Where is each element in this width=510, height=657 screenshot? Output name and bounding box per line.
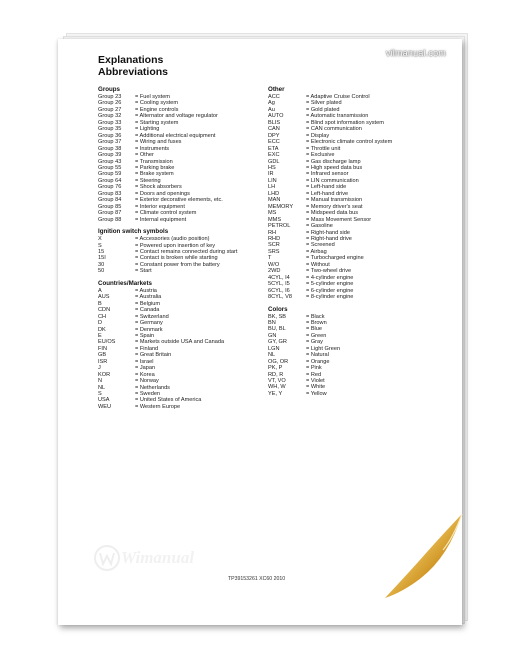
- explanation: = Doors and openings: [135, 190, 190, 197]
- explanation: = Shock absorbers: [135, 184, 182, 191]
- right-column: [268, 86, 448, 397]
- abbreviation: MMS: [268, 216, 282, 223]
- explanation: = Additional electrical equipment: [135, 132, 216, 139]
- abbreviation: 15: [98, 248, 105, 255]
- abbreviation: Ag: [268, 100, 275, 107]
- abbreviation: 30: [98, 261, 105, 268]
- explanation: = High speed data bus: [306, 164, 363, 171]
- abbreviation: CAN: [268, 126, 280, 133]
- colors-list: [268, 314, 448, 398]
- explanation: = Markets outside USA and Canada: [135, 339, 225, 346]
- abbreviation: YE, Y: [268, 390, 283, 397]
- abbreviation: BN: [268, 319, 276, 326]
- page-title: Explanations: [98, 54, 164, 66]
- explanation: = United States of America: [135, 397, 202, 404]
- explanation: = Left-hand side: [306, 184, 347, 191]
- abbreviation: Group 39: [98, 152, 122, 159]
- abbreviation: E: [98, 332, 102, 339]
- abbreviation: BU, BL: [268, 326, 286, 333]
- abbreviation: USA: [98, 397, 110, 404]
- explanation: = Blue: [306, 326, 323, 333]
- abbreviation: HS: [268, 164, 276, 171]
- abbreviation: Group 35: [98, 126, 122, 133]
- abbreviation: LGN: [268, 345, 280, 352]
- abbreviation: Group 43: [98, 158, 122, 165]
- explanation: = Green: [306, 332, 327, 339]
- abbreviation: N: [98, 378, 103, 385]
- explanation: = LIN communication: [306, 177, 359, 184]
- explanation: = Without: [306, 261, 330, 268]
- abbreviation: Group 59: [98, 171, 122, 178]
- wimanual-logo: [93, 542, 213, 572]
- page-curl-icon: [383, 508, 463, 598]
- section-title-countries: Countries/Markets: [98, 279, 152, 287]
- explanation: = Right-hand side: [306, 229, 351, 236]
- list-item: [268, 294, 448, 300]
- abbreviation: GN: [268, 332, 277, 339]
- explanation: = Denmark: [135, 326, 163, 333]
- explanation: = Great Britain: [135, 352, 172, 359]
- abbreviation: BK, SB: [268, 313, 287, 320]
- explanation: = Brake system: [135, 171, 174, 178]
- abbreviation: GB: [98, 352, 107, 359]
- abbreviation: D: [98, 320, 103, 327]
- explanation: = Red: [306, 371, 322, 378]
- explanation: = Electronic climate control system: [306, 139, 393, 146]
- explanation: = Climate control system: [135, 210, 197, 217]
- explanation: = Adaptive Cruise Control: [306, 94, 370, 100]
- abbreviation: Group 87: [98, 210, 122, 217]
- abbreviation: KOR: [98, 371, 111, 378]
- abbreviation: S: [98, 391, 102, 398]
- countries-list: [98, 288, 266, 411]
- explanation: = Israel: [135, 358, 154, 365]
- explanation: = Western Europe: [135, 403, 181, 410]
- explanation: = Throttle unit: [306, 145, 341, 152]
- explanation: = 8-cylinder engine: [306, 294, 354, 301]
- explanation: = Yellow: [306, 390, 327, 397]
- abbreviation: RD, R: [268, 371, 284, 378]
- abbreviation: GDL: [268, 158, 280, 165]
- abbreviation: 15I: [98, 255, 106, 262]
- abbreviation: 2WD: [268, 268, 281, 275]
- abbreviation: NL: [268, 352, 276, 359]
- abbreviation: RH: [268, 229, 277, 236]
- abbreviation: Group 88: [98, 216, 122, 223]
- abbreviation: GY, GR: [268, 339, 287, 346]
- explanation: = Spain: [135, 332, 155, 339]
- ignition-list: [98, 236, 266, 275]
- explanation: = Other: [135, 152, 154, 159]
- abbreviation: X: [98, 236, 102, 243]
- abbreviation: FIN: [98, 345, 108, 352]
- abbreviation: MAN: [268, 197, 281, 204]
- abbreviation: OG, OR: [268, 358, 289, 365]
- explanation: = White: [306, 384, 326, 391]
- abbreviation: 50: [98, 268, 105, 275]
- abbreviation: RHD: [268, 235, 281, 242]
- abbreviation: Group 27: [98, 106, 122, 113]
- explanation: = Canada: [135, 307, 160, 314]
- abbreviation: B: [98, 300, 102, 307]
- explanation: = Right-hand drive: [306, 235, 352, 242]
- abbreviation: Au: [268, 106, 275, 113]
- page-subtitle: Abbreviations: [98, 66, 169, 78]
- abbreviation: LIN: [268, 177, 277, 184]
- explanation: = Silver plated: [306, 100, 342, 107]
- explanation: = Gold plated: [306, 106, 340, 113]
- explanation: = Screened: [306, 242, 335, 249]
- explanation: = Light Green: [306, 345, 341, 352]
- explanation: = Engine controls: [135, 106, 179, 113]
- abbreviation: T: [268, 255, 272, 262]
- abbreviation: 4CYL, I4: [268, 274, 290, 281]
- abbreviation: LH: [268, 184, 276, 191]
- abbreviation: Group 83: [98, 190, 122, 197]
- explanation: = Turbocharged engine: [306, 255, 364, 262]
- explanation: = Mass Movement Sensor: [306, 216, 372, 223]
- abbreviation: Group 33: [98, 119, 122, 126]
- explanation: = Austria: [135, 287, 157, 294]
- abbreviation: CH: [98, 313, 107, 320]
- explanation: = Contact remains connected during start: [135, 248, 238, 255]
- abbreviation: EU/OS: [98, 339, 116, 346]
- abbreviation: J: [98, 365, 101, 372]
- explanation: = Contact is broken while starting: [135, 255, 218, 262]
- abbreviation: VT, VO: [268, 378, 286, 385]
- other-list: [268, 94, 448, 301]
- abbreviation: 5CYL, I5: [268, 281, 290, 288]
- abbreviation: MS: [268, 210, 277, 217]
- explanation: = Korea: [135, 371, 155, 378]
- explanation: = Natural: [306, 352, 329, 359]
- explanation: = Germany: [135, 320, 163, 327]
- abbreviation: Group 23: [98, 94, 122, 100]
- explanation: = Sweden: [135, 391, 161, 398]
- abbreviation: ACC: [268, 94, 280, 100]
- explanation: = Belgium: [135, 300, 161, 307]
- explanation: = Black: [306, 313, 325, 320]
- abbreviation: ISR: [98, 358, 108, 365]
- explanation: = Infrared sensor: [306, 171, 349, 178]
- explanation: = Exclusive: [306, 152, 335, 159]
- explanation: = Gray: [306, 339, 323, 346]
- explanation: = Automatic transmission: [306, 113, 369, 120]
- abbreviation: Group 85: [98, 203, 122, 210]
- list-item: [268, 391, 448, 397]
- abbreviation: CDN: [98, 307, 111, 314]
- explanation: = Start: [135, 268, 152, 275]
- abbreviation: ETA: [268, 145, 279, 152]
- section-title-colors: Colors: [268, 305, 288, 313]
- explanation: = Orange: [306, 358, 330, 365]
- list-item: [98, 404, 266, 410]
- abbreviation: SRS: [268, 248, 280, 255]
- explanation: = Starting system: [135, 119, 179, 126]
- abbreviation: ECC: [268, 139, 280, 146]
- explanation: = Wiring and fuses: [135, 139, 182, 146]
- abbreviation: BLIS: [268, 119, 281, 126]
- explanation: = Finland: [135, 345, 159, 352]
- list-item: [98, 268, 266, 274]
- explanation: = CAN communication: [306, 126, 362, 133]
- abbreviation: Group 55: [98, 164, 122, 171]
- abbreviation: PETROL: [268, 223, 291, 230]
- explanation: = 4-cylinder engine: [306, 274, 354, 281]
- explanation: = Violet: [306, 378, 325, 385]
- explanation: = Display: [306, 132, 330, 139]
- abbreviation: Group 84: [98, 197, 122, 204]
- abbreviation: IR: [268, 171, 274, 178]
- explanation: = Gasoline: [306, 223, 333, 230]
- explanation: = Interior equipment: [135, 203, 185, 210]
- explanation: = Instruments: [135, 145, 170, 152]
- explanation: = Transmission: [135, 158, 173, 165]
- explanation: = Alternator and voltage regulator: [135, 113, 218, 120]
- explanation: = Brown: [306, 319, 327, 326]
- footer-code: TP39153261 XC60 2010: [228, 576, 286, 582]
- explanation: = Gas discharge lamp: [306, 158, 361, 165]
- abbreviation: 8CYL, V8: [268, 294, 292, 301]
- abbreviation: W/O: [268, 261, 280, 268]
- explanation: = Blind spot information system: [306, 119, 384, 126]
- logo-circle-icon: [93, 544, 123, 574]
- abbreviation: WH, W: [268, 384, 286, 391]
- explanation: = Steering: [135, 177, 161, 184]
- explanation: = Pink: [306, 365, 322, 372]
- abbreviation: Group 76: [98, 184, 122, 191]
- abbreviation: AUTO: [268, 113, 284, 120]
- explanation: = Manual transmission: [306, 197, 363, 204]
- abbreviation: WEU: [98, 403, 112, 410]
- explanation: = Japan: [135, 365, 156, 372]
- explanation: = Powered upon insertion of key: [135, 242, 216, 249]
- abbreviation: LHD: [268, 190, 280, 197]
- abbreviation: EXC: [268, 152, 280, 159]
- section-title-other: Other: [268, 86, 285, 93]
- explanation: = Switzerland: [135, 313, 169, 320]
- explanation: = Internal equipment: [135, 216, 187, 223]
- explanation: = Lighting: [135, 126, 160, 133]
- explanation: = Two-wheel drive: [306, 268, 352, 275]
- abbreviation: DPY: [268, 132, 280, 139]
- explanation: = 6-cylinder engine: [306, 287, 354, 294]
- explanation: = Norway: [135, 378, 159, 385]
- abbreviation: Group 32: [98, 113, 122, 120]
- abbreviation: NL: [98, 384, 106, 391]
- explanation: = Cooling system: [135, 100, 179, 107]
- abbreviation: 6CYL, I6: [268, 287, 290, 294]
- list-item: [98, 217, 266, 223]
- watermark-text: vilmanual.com: [385, 48, 446, 58]
- explanation: = Constant power from the battery: [135, 261, 220, 268]
- section-title-ignition: Ignition switch symbols: [98, 228, 169, 236]
- explanation: = Fuel system: [135, 94, 170, 100]
- explanation: = Memory driver's seat: [306, 203, 363, 210]
- explanation: = Left-hand drive: [306, 190, 349, 197]
- explanation: = 5-cylinder engine: [306, 281, 354, 288]
- abbreviation: A: [98, 287, 102, 294]
- explanation: = Australia: [135, 294, 162, 301]
- explanation: = Airbag: [306, 248, 327, 255]
- explanation: = Netherlands: [135, 384, 170, 391]
- abbreviation: Group 36: [98, 132, 122, 139]
- abbreviation: AUS: [98, 294, 110, 301]
- abbreviation: SCR: [268, 242, 280, 249]
- abbreviation: S: [98, 242, 102, 249]
- explanation: = Parking brake: [135, 164, 175, 171]
- abbreviation: Group 38: [98, 145, 122, 152]
- abbreviation: Group 26: [98, 100, 122, 107]
- section-title-groups: Groups: [98, 86, 121, 93]
- abbreviation: PK, P: [268, 365, 283, 372]
- abbreviation: Group 64: [98, 177, 122, 184]
- groups-list: [98, 94, 266, 223]
- logo-text: Wimanual: [121, 548, 195, 567]
- explanation: = Exterior decorative elements, etc.: [135, 197, 223, 204]
- abbreviation: DK: [98, 326, 106, 333]
- explanation: = Accessories (audio position): [135, 236, 210, 243]
- left-column: [98, 86, 266, 410]
- abbreviation: Group 37: [98, 139, 122, 146]
- explanation: = Midspeed data bus: [306, 210, 359, 217]
- abbreviation: MEMORY: [268, 203, 294, 210]
